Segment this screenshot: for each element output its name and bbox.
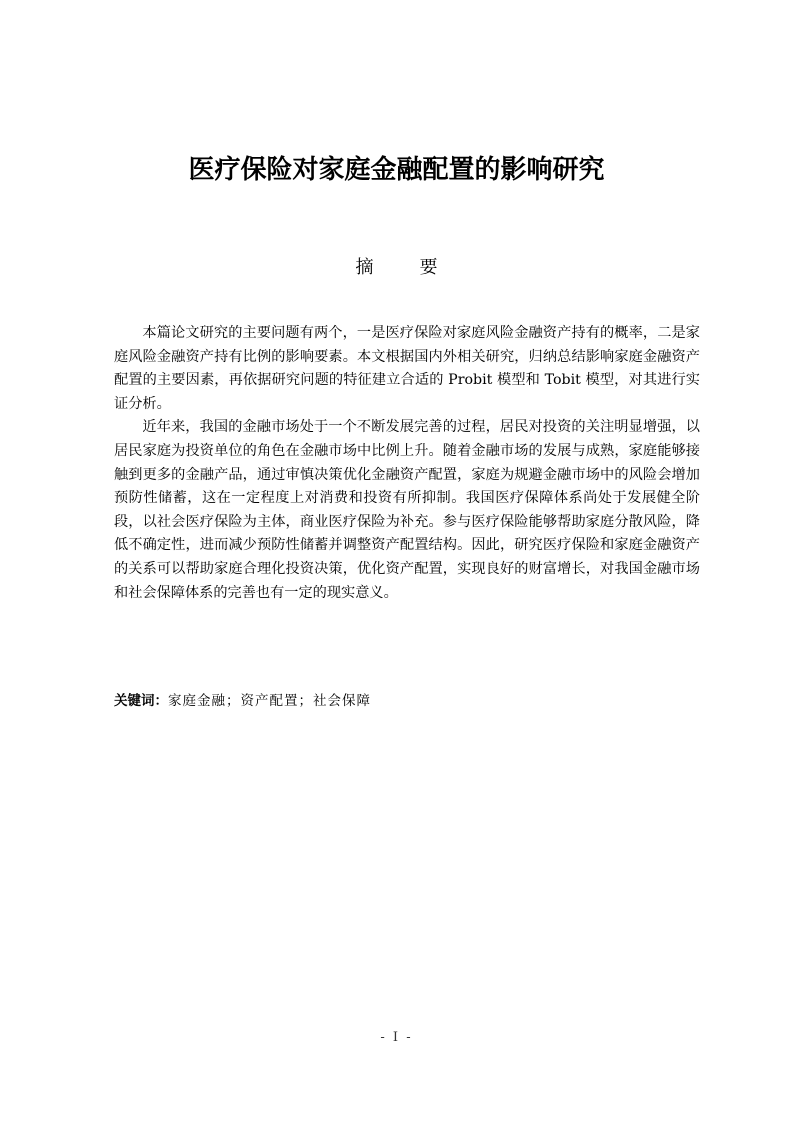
keywords-value: 家庭金融；资产配置；社会保障 (168, 693, 371, 709)
abstract-paragraph-1: 本篇论文研究的主要问题有两个，一是医疗保险对家庭风险金融资产持有的概率，二是家庭风险金融资产持有比例的影响要素。本文根据国内外相关研究，归纳总结影响家庭金融资产配置的主要因素，再依据研究问题的特征建立合适的 Probit 模型和 Tobit 模型，对其进行实证分析。 (114, 325, 700, 412)
abstract-body (114, 322, 700, 605)
page-number: - I - (380, 1030, 413, 1045)
abstract-paragraph-2: 近年来，我国的金融市场处于一个不断发展完善的过程，居民对投资的关注明显增强，以居民家庭为投资单位的角色在金融市场中比例上升。随着金融市场的发展与成熟，家庭能够接触到更多的金融产品，通过审慎决策优化金融资产配置，家庭为规避金融市场中的风险会增加预防性储蓄，这在一定程度上对消费和投资有所抑制。我国医疗保障体系尚处于发展健全阶段，以社会医疗保险为主体，商业医疗保险为补充。参与医疗保险能够帮助家庭分散风险，降低不确定性，进而减少预防性储蓄并调整资产配置结构。因此，研究医疗保险和家庭金融资产的关系可以帮助家庭合理化投资决策，优化资产配置，实现良好的财富增长，对我国金融市场和社会保障体系的完善也有一定的现实意义。 (114, 419, 700, 601)
abstract-heading (0, 254, 793, 282)
abstract-heading-char-1: 摘 (355, 257, 374, 278)
keywords-label: 关键词： (114, 693, 168, 709)
abstract-heading-char-2: 要 (419, 257, 438, 278)
keywords-line (114, 690, 700, 712)
document-title: 医疗保险对家庭金融配置的影响研究 (188, 155, 605, 185)
